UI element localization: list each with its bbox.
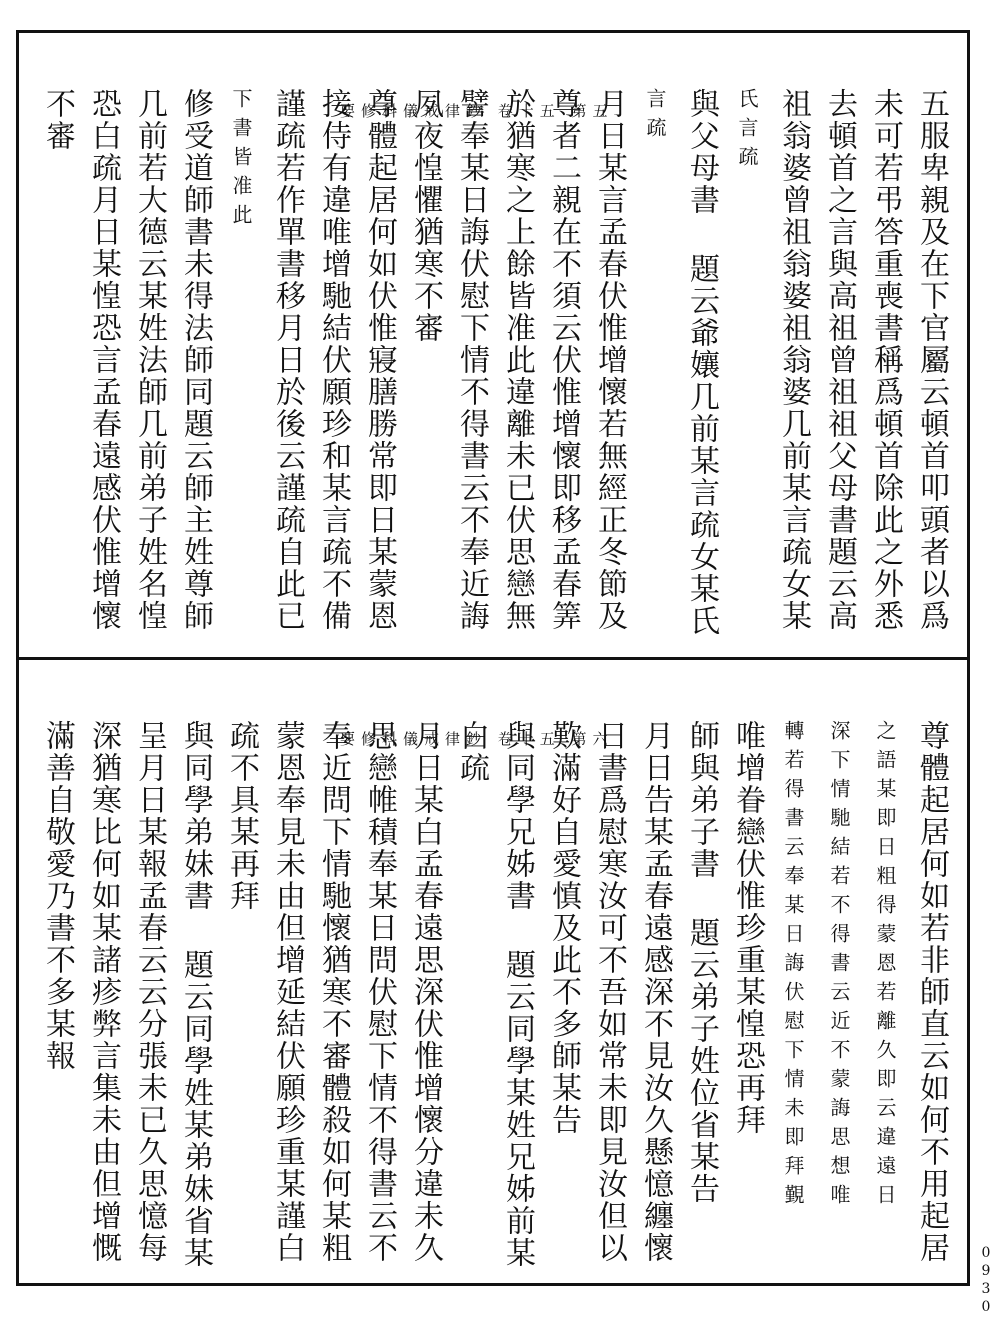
bottom-text-column: 尊體起居何如若非師直云如何不用起居: [914, 720, 949, 1264]
bottom-text-column: 師與弟子書 題云弟子姓位省某告: [684, 720, 719, 1205]
bottom-text-column: 呈月日某報孟春云云分張未已久思憶每: [132, 720, 167, 1264]
bottom-text-column: 轉若得書云奉某日誨伏慰下情未即拜覲: [781, 720, 805, 1213]
bottom-text-column: 日書爲慰寒汝可不吾如常未即見汝但以: [592, 720, 627, 1264]
top-text-column: 不審: [40, 88, 75, 152]
bottom-text-column: 疏不具某再拜: [224, 720, 259, 912]
bottom-text-column: 蒙恩奉見未由但增延結伏願珍重某謹白: [270, 720, 305, 1264]
top-page-body: [30, 88, 952, 648]
bottom-text-column: 深下情馳結若不得書云近不蒙誨思想唯: [827, 720, 851, 1213]
bottom-page-header: 要修科儀戒律鈔 卷十五 第六: [340, 730, 614, 748]
top-text-column: 祖翁婆曾祖翁婆祖翁婆几前某言疏女某: [776, 88, 811, 632]
top-text-column: 恐白疏月日某惶恐言孟春遠感伏惟增懷: [86, 88, 121, 632]
top-text-column: 與父母書 題云爺孃几前某言疏女某氏: [684, 88, 719, 637]
bottom-text-column: 白疏: [454, 720, 489, 784]
top-text-column: 於猶寒之上餘皆准此違離未已伏思戀無: [500, 88, 535, 632]
top-text-column: 修受道師書未得法師同題云師主姓尊師: [178, 88, 213, 632]
top-text-column: 尊者二親在不須云伏惟增懷即移孟春筭: [546, 88, 581, 632]
page-number: 0930: [978, 1245, 994, 1317]
top-page-columns: [34, 88, 952, 648]
bottom-text-column: 月日告某孟春遠感深不見汝久懸憶纏懷: [638, 720, 673, 1264]
bottom-text-column: 之語某即日粗得蒙恩若離久即云違遠日: [873, 720, 897, 1213]
bottom-text-column: 奉近問下情馳懷猶寒不審體殺如何某粗: [316, 720, 351, 1264]
top-text-column: 去頓首之言與高祖曾祖祖父母書題云高: [822, 88, 857, 632]
page-divider: [16, 657, 970, 660]
top-text-column: 氏言疏: [735, 88, 759, 175]
top-text-column: 謹疏若作單書移月日於後云謹疏自此已: [270, 88, 305, 632]
top-text-column: 下書皆准此: [229, 88, 253, 233]
top-text-column: 夙夜惶懼猶寒不審: [408, 88, 443, 344]
bottom-text-column: 唯增眷戀伏惟珍重某惶恐再拜: [730, 720, 765, 1136]
bottom-text-column: 思戀帷積奉某日問伏慰下情不得書云不: [362, 720, 397, 1264]
bottom-text-column: 月日某白孟春遠思深伏惟增懷分違未久: [408, 720, 443, 1264]
bottom-page-columns: [34, 720, 952, 1275]
bottom-text-column: 深猶寒比何如某諸疹弊言集未由但增慨: [86, 720, 121, 1264]
top-text-column: 未可若弔答重喪書稱爲頓首除此之外悉: [868, 88, 903, 632]
top-text-column: 月日某言孟春伏惟增懷若無經正冬節及: [592, 88, 627, 632]
bottom-text-column: 滿善自敬愛乃書不多某報: [40, 720, 75, 1072]
bottom-text-column: 歎滿好自愛慎及此不多師某告: [546, 720, 581, 1136]
top-text-column: 言疏: [643, 88, 667, 146]
top-text-column: 接侍有違唯增馳結伏願珍和某言疏不備: [316, 88, 351, 632]
top-text-column: 几前若大德云某姓法師几前弟子姓名惶: [132, 88, 167, 632]
top-text-column: 尊體起居何如伏惟寢膳勝常即日某蒙恩: [362, 88, 397, 632]
top-text-column: 譬奉某日誨伏慰下情不得書云不奉近誨: [454, 88, 489, 632]
bottom-text-column: 與同學兄姊書 題云同學某姓兄姊前某: [500, 720, 535, 1269]
top-page-header: 要修科儀戒律鈔 卷十五 第五: [340, 102, 614, 120]
top-text-column: 五服卑親及在下官屬云頓首叩頭者以爲: [914, 88, 949, 632]
bottom-page-body: [30, 720, 952, 1275]
bottom-text-column: 與同學弟妹書 題云同學姓某弟妹省某: [178, 720, 213, 1269]
